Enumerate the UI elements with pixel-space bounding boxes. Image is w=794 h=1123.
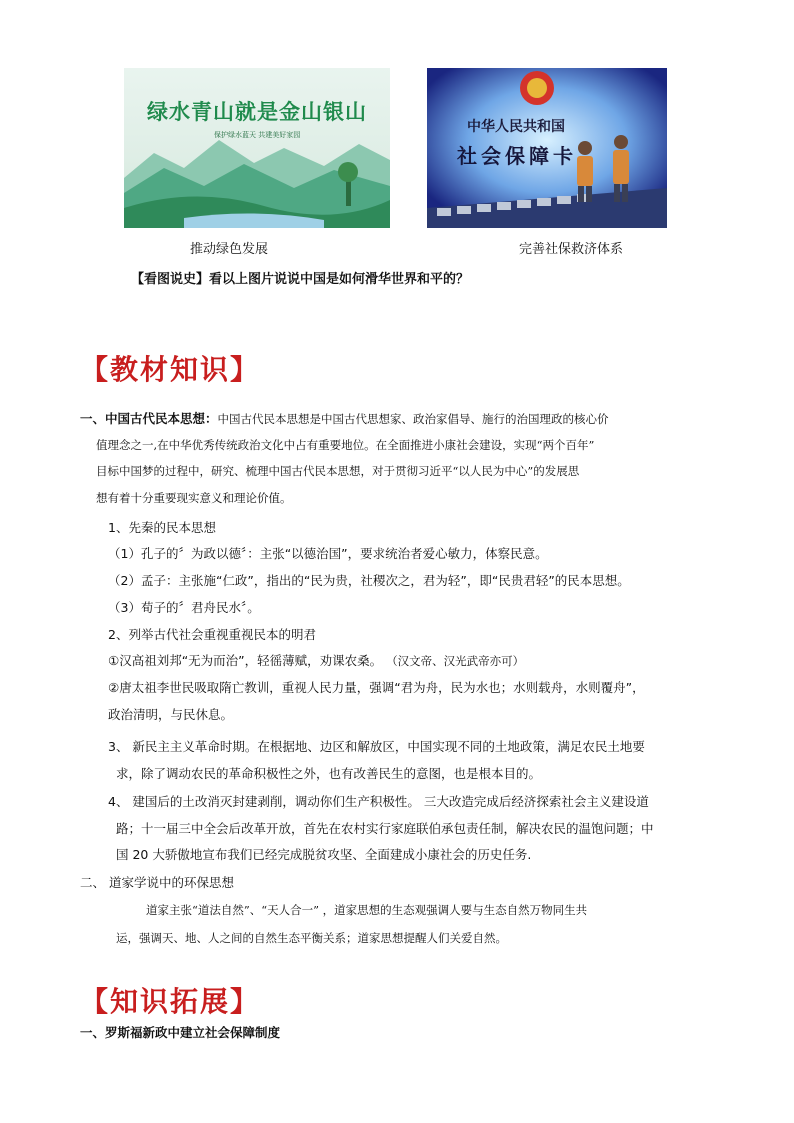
card-title-text: 社会保障卡 xyxy=(457,144,577,168)
item2-text-line1: 道家主张“道法自然”、“天人合一” ，道家思想的生态观强调人要与生态自然万物同生共 xyxy=(146,903,588,917)
item1-text-line4: 想有着十分重要现实意义和理论价值。 xyxy=(96,491,292,505)
sub1-point2: （2）孟子：主张施“仁政”，指出的“民为贵，社稷次之，君为轻”，即“民贵君轻”的民本思想。 xyxy=(108,573,630,588)
sub2-point1-note: （汉文帝、汉光武帝亦可） xyxy=(386,654,525,668)
sub2-title: 2、列举古代社会重视重视民本的明君 xyxy=(108,627,316,642)
sub2-point1-text: ①汉高祖刘邦“无为而治”，轻徭薄赋，劝课农桑。 xyxy=(108,653,383,668)
left-image-caption: 推动绿色发展 xyxy=(190,242,269,257)
right-image-caption: 完善社保救济体系 xyxy=(519,242,624,257)
item3-title: 一、罗斯福新政中建立社会保障制度 xyxy=(80,1025,281,1040)
social-security-card-image xyxy=(427,68,667,228)
sub3-line1: 3、 新民主主义革命时期。在根据地、边区和解放区，中国实现不同的土地政策，满足农民土地要 xyxy=(108,739,645,754)
green-development-image xyxy=(124,68,390,228)
look-and-tell-prompt: 【看图说史】看以上图片说说中国是如何滑华世界和平的？ xyxy=(131,272,470,287)
item2-title: 二、 道家学说中的环保思想 xyxy=(80,875,234,890)
poster-headline: 绿水青山就是金山银山 xyxy=(147,99,367,124)
sub4-line2: 路；十一届三中全会后改革开放，首先在农村实行家庭联伯承包责任制，解决农民的温饱问题；中 xyxy=(116,821,654,836)
sub4-line3: 国 20 大骄傲地宣布我们已经完成脱贫攻坚、全面建成小康社会的历史任务. xyxy=(116,847,532,862)
item1-label: 一、中国古代民本思想： xyxy=(80,411,218,426)
sub3-line2: 求，除了调动农民的革命积极性之外，也有改善民生的意图，也是根本目的。 xyxy=(116,766,542,781)
item2-text-line2: 运，强调天、地、人之间的自然生态平衡关系；道家思想提醒人们关爱自然。 xyxy=(116,931,507,945)
item1-text-line1: 中国古代民本思想是中国古代思想家、政治家倡导、施行的治国理政的核心价 xyxy=(217,412,609,426)
sub2-point1 xyxy=(108,652,524,670)
sub4-line1: 4、 建国后的土改消灭封建剥削，调动你们生产积极性。 三大改造完成后经济探索社会主义建设道 xyxy=(108,794,649,809)
poster-slogan: 保护绿水蓝天 共建美好家园 xyxy=(214,131,301,139)
item1-first-line xyxy=(80,410,609,428)
card-country-text: 中华人民共和国 xyxy=(467,119,565,135)
sub1-point1: （1）孔子的〞为政以德〞：主张“以德治国”，要求统治者爱心敏力，体察民意。 xyxy=(108,546,548,561)
sub1-title: 1、先秦的民本思想 xyxy=(108,520,216,535)
sub2-point2-line2: 政治清明，与民休息。 xyxy=(108,707,234,722)
section-heading-textbook: 【教材知识】 xyxy=(80,353,261,386)
sub1-point3: （3）荀子的〞君舟民水〞。 xyxy=(108,600,260,615)
item1-text-line3: 目标中国梦的过程中，研究、梳理中国古代民本思想，对于贯彻习近平“以人民为中心”的发展思 xyxy=(96,464,580,478)
sub2-point2-line1: ②唐太祖李世民吸取隋亡教训，重视人民力量，强调“君为舟，民为水也；水则载舟，水则覆舟”， xyxy=(108,680,645,695)
section-heading-extension: 【知识拓展】 xyxy=(80,985,261,1018)
item1-text-line2: 值理念之一,在中华优秀传统政治文化中占有重要地位。在全面推进小康社会建设，实现“两个百年” xyxy=(96,438,595,452)
